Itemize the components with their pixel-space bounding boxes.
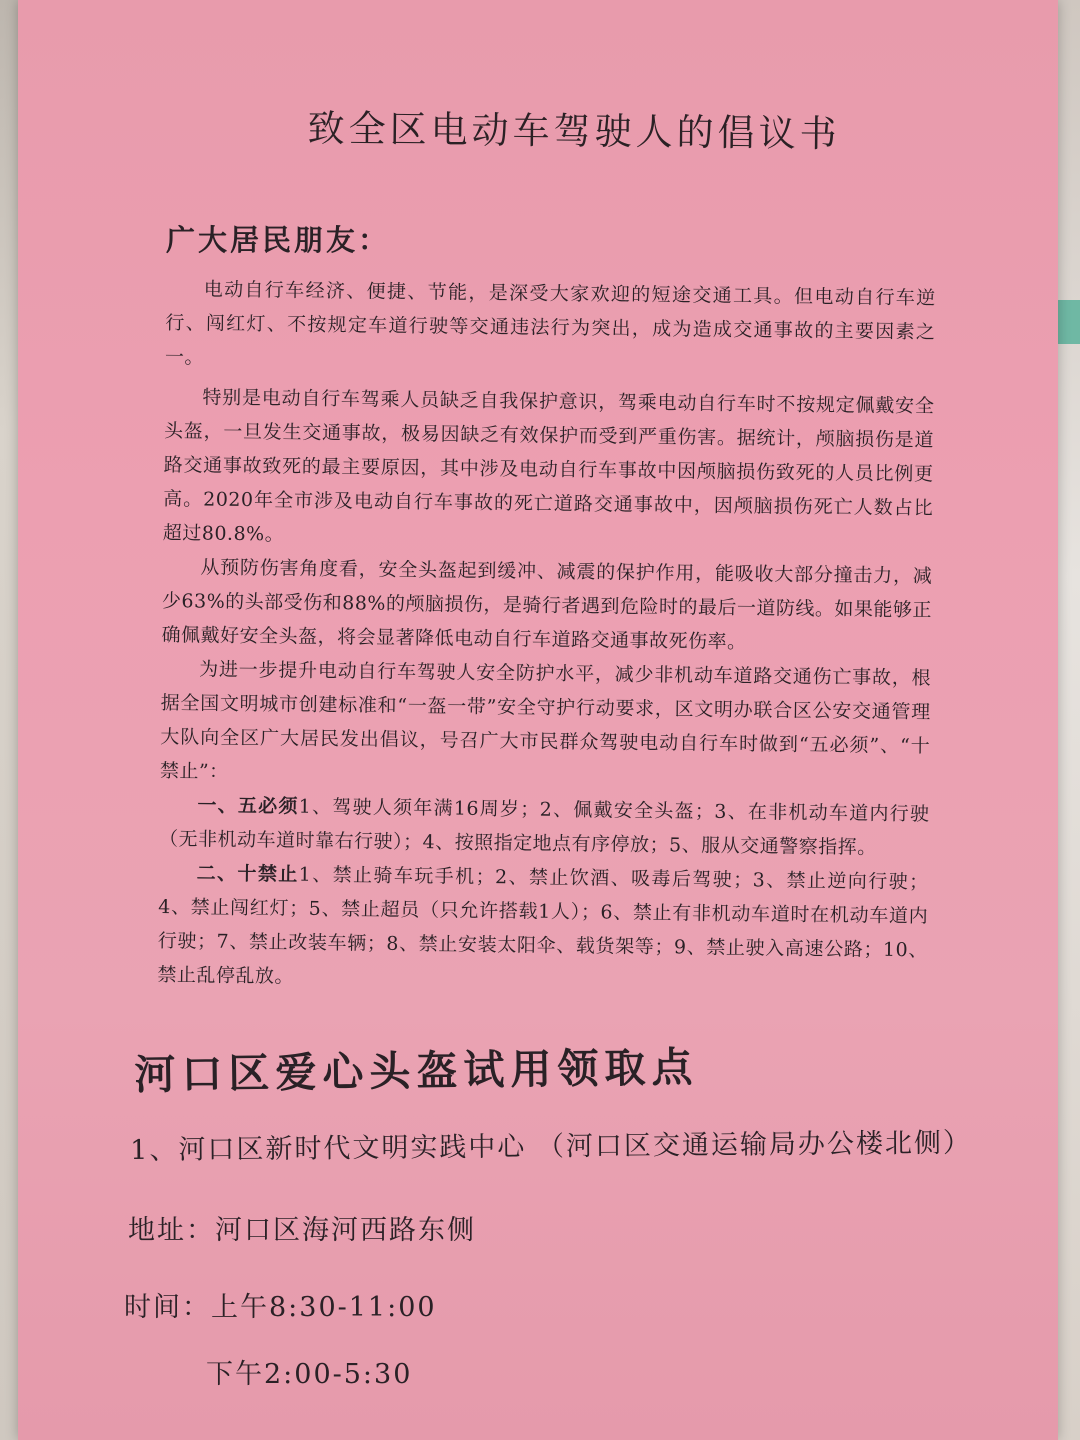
- paragraph-3: 从预防伤害角度看，安全头盔起到缓冲、减震的保护作用，能吸收大部分撞击力，减少63%的头部受伤和88%的颅脑损伤，是骑行者遇到危险时的最后一道防线。如果能够正确佩戴好安全头盔，将会显著降低电动自行车道路交通事故死伤率。: [161, 556, 933, 654]
- document-title: 致全区电动车驾驶人的倡议书: [307, 106, 841, 156]
- pickup-title: 河口区爱心头盔试用领取点: [134, 1043, 699, 1099]
- pickup-time-morning: 时间：上午8:30-11:00: [124, 1292, 437, 1323]
- paper-sheet: [18, 0, 1058, 1440]
- pickup-time-afternoon: 下午2:00-5:30: [206, 1359, 413, 1390]
- rule-ten-prohibitions: [157, 856, 929, 1001]
- document-body: [157, 272, 936, 1001]
- rule-ten-prohibitions-label: 二、十禁止: [196, 862, 299, 886]
- pickup-address: 地址：河口区海河西路东侧: [128, 1215, 476, 1246]
- rule-five-musts-label: 一、五必须: [197, 794, 299, 818]
- salutation: 广大居民朋友：: [166, 223, 391, 257]
- rule-five-musts: [159, 788, 930, 865]
- paragraph-4: 为进一步提升电动自行车驾驶人安全防护水平，减少非机动车道路交通伤亡事故，根据全国文明城市创建标准和“一盔一带”安全守护行动要求，区文明办联合区公安交通管理大队向全区广大居民发出倡议，号召广大市民群众驾驶电动自行车时做到“五必须”、“十禁止”：: [159, 658, 932, 783]
- rule-ten-prohibitions-text: 1、禁止骑车玩手机；2、禁止饮酒、吸毒后驾驶；3、禁止逆向行驶；4、禁止闯红灯；5、禁止超员（只允许搭载1人）；6、禁止有非机动车道时在机动车道内行驶；7、禁止改装车辆；8、禁止安装太阳伞、载货架等；9、禁止驶入高速公路；10、禁止乱停乱放。: [157, 863, 929, 988]
- paragraph-2: 特别是电动自行车驾乘人员缺乏自我保护意识，驾乘电动自行车时不按规定佩戴安全头盔，一旦发生交通事故，极易因缺乏有效保护而受到严重伤害。据统计，颅脑损伤是道路交通事故致死的最主要原因，其中涉及电动自行车事故中因颅脑损伤致死的人员比例更高。2020年全市涉及电动自行车事故的死亡道路交通事故中，因颅脑损伤死亡人数占比超过80.8%。: [162, 386, 935, 546]
- rule-five-musts-text: 1、驾驶人须年满16周岁；2、佩戴安全头盔；3、在非机动车道内行驶（无非机动车道时靠右行驶）；4、按照指定地点有序停放；5、服从交通警察指挥。: [158, 795, 930, 859]
- pickup-location: 1、河口区新时代文明实践中心 （河口区交通运输局办公楼北侧）: [130, 1127, 973, 1166]
- paragraph-1: 电动自行车经济、便捷、节能，是深受大家欢迎的短途交通工具。但电动自行车逆行、闯红灯、不按规定车道行驶等交通违法行为突出，成为造成交通事故的主要因素之一。: [164, 278, 936, 369]
